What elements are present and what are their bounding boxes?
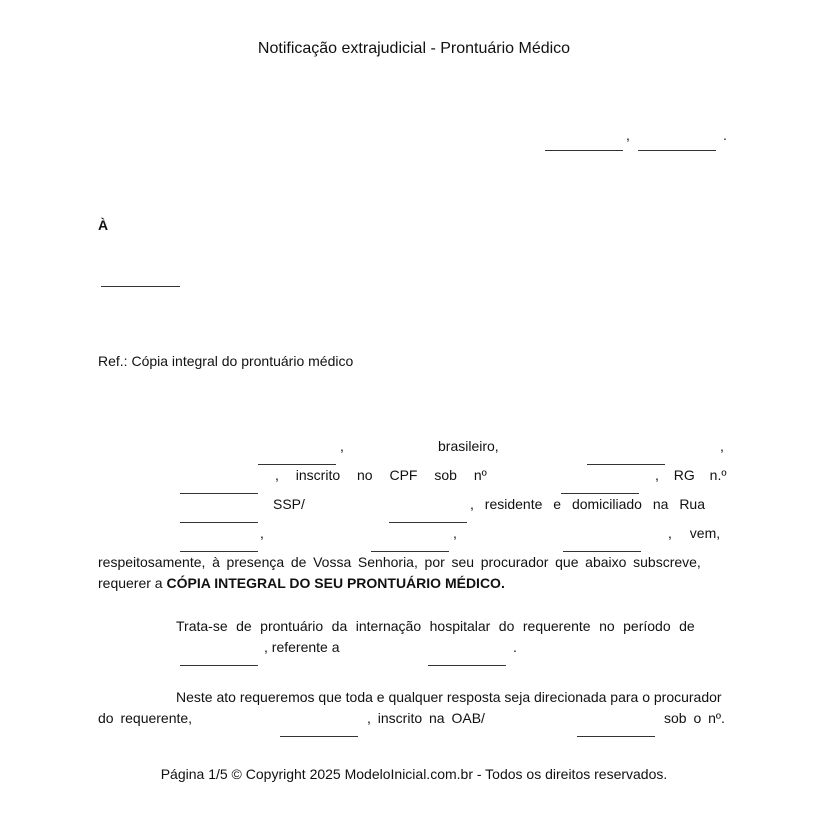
paragraph3-line1: Neste ato requeremos que toda e qualquer resposta seja direcionada para o procurador xyxy=(176,689,722,705)
name-comma: , xyxy=(340,438,344,454)
date-period: . xyxy=(723,127,727,143)
blank-oab xyxy=(577,724,655,742)
paragraph2-period: . xyxy=(513,639,517,655)
referente-text: , referente a xyxy=(264,639,340,655)
number-comma: , xyxy=(453,525,457,541)
do-requerente: do requerente, xyxy=(98,710,193,726)
nationality: brasileiro, xyxy=(438,438,499,454)
document-header: Notificação extrajudicial - Prontuário Médico xyxy=(257,40,571,57)
sob-text: sob o nº. xyxy=(664,710,725,726)
residence-text: , residente e domiciliado na Rua xyxy=(470,496,706,512)
blank-recipient xyxy=(101,274,180,292)
street-comma: , xyxy=(260,525,264,541)
paragraph2-line1: Trata-se de prontuário da internação hospitalar do requerente no período de xyxy=(176,618,695,634)
date-comma: , xyxy=(626,127,630,143)
blank-profession xyxy=(180,481,258,499)
blank-reference xyxy=(428,653,506,671)
blank-period xyxy=(180,653,258,671)
blank-date xyxy=(638,138,716,156)
vem-text: , vem, xyxy=(668,525,721,541)
civil-status-comma: , xyxy=(720,438,724,454)
page-footer: Página 1/5 © Copyright 2025 ModeloInicial.com.br - Todos os direitos reservados. xyxy=(160,766,668,782)
cpf-intro: , inscrito no CPF sob nº xyxy=(275,467,487,483)
recipient-label: À xyxy=(98,217,109,233)
request-prefix: requerer a xyxy=(98,575,167,591)
rg-label: , RG n.º xyxy=(655,467,727,483)
blank-attorney xyxy=(280,724,358,742)
request-line: respeitosamente, à presença de Vossa Senhoria, por seu procurador que abaixo subscreve, xyxy=(98,554,701,570)
blank-city xyxy=(545,138,623,156)
request-statement xyxy=(98,575,505,591)
ssp-label: SSP/ xyxy=(273,496,305,512)
request-bold: CÓPIA INTEGRAL DO SEU PRONTUÁRIO MÉDICO. xyxy=(166,575,505,591)
reference-line: Ref.: Cópia integral do prontuário médico xyxy=(98,353,354,369)
blank-civil-status xyxy=(587,452,665,470)
oab-text: , inscrito na OAB/ xyxy=(367,710,485,726)
blank-rg xyxy=(180,510,258,528)
